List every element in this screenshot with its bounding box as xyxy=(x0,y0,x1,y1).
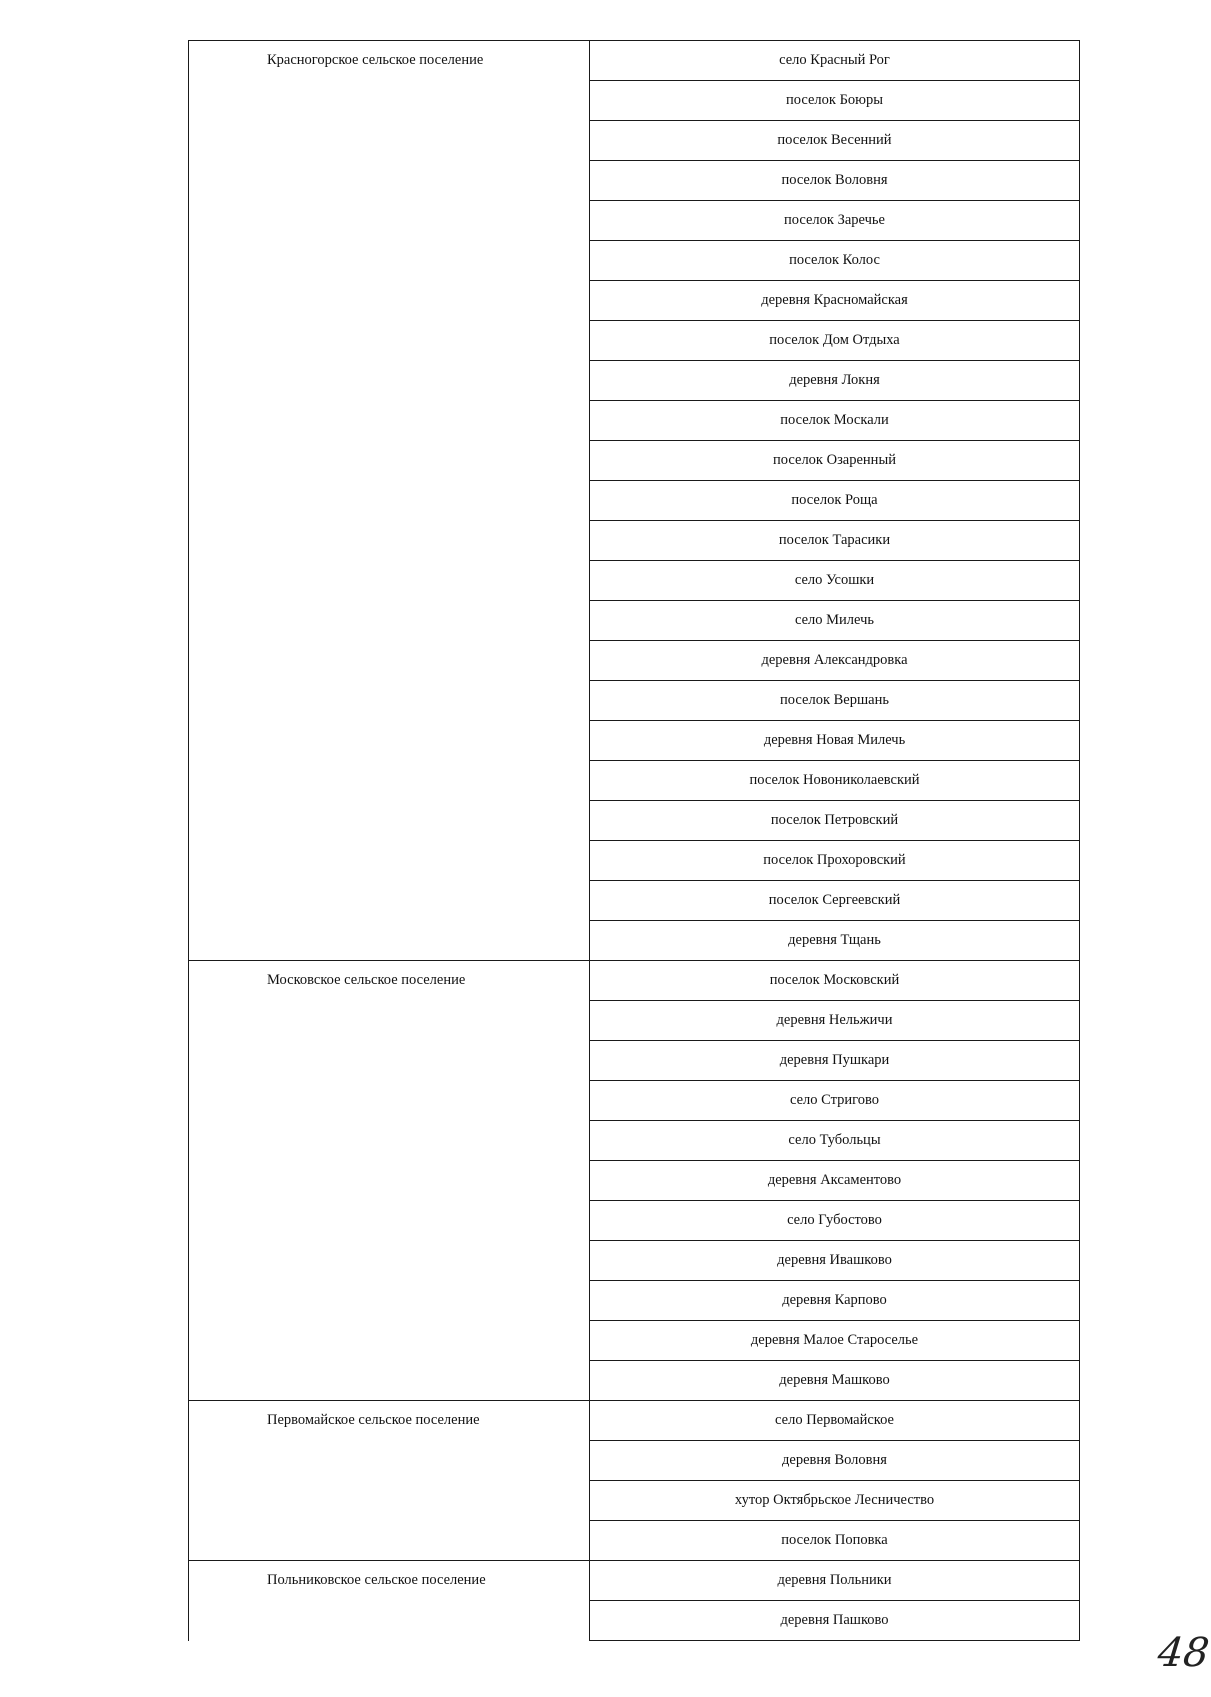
settlement-name: Первомайское сельское поселение xyxy=(267,1412,480,1428)
locality-cell: село Тубольцы xyxy=(590,1121,1080,1161)
settlement-name: Московское сельское поселение xyxy=(267,972,466,988)
locality-cell: хутор Октябрьское Лесничество xyxy=(590,1481,1080,1521)
table-row xyxy=(189,41,1080,81)
locality-cell: деревня Нельжичи xyxy=(590,1001,1080,1041)
locality-cell: деревня Аксаментово xyxy=(590,1161,1080,1201)
locality-cell: поселок Петровский xyxy=(590,801,1080,841)
settlements-table xyxy=(188,40,1080,1641)
locality-cell: деревня Польники xyxy=(590,1561,1080,1601)
locality-cell: деревня Красномайская xyxy=(590,281,1080,321)
table-row xyxy=(189,961,1080,1001)
locality-cell: село Стригово xyxy=(590,1081,1080,1121)
locality-cell: поселок Роща xyxy=(590,481,1080,521)
locality-cell: деревня Пашково xyxy=(590,1601,1080,1641)
locality-cell: деревня Александровка xyxy=(590,641,1080,681)
locality-cell: поселок Дом Отдыха xyxy=(590,321,1080,361)
handwritten-page-number: 48 xyxy=(1155,1630,1211,1676)
locality-cell: деревня Воловня xyxy=(590,1441,1080,1481)
settlement-name-cell xyxy=(189,1561,590,1641)
locality-cell: деревня Локня xyxy=(590,361,1080,401)
locality-cell: поселок Москали xyxy=(590,401,1080,441)
locality-cell: деревня Малое Староселье xyxy=(590,1321,1080,1361)
settlements-table-body xyxy=(189,41,1080,1641)
locality-cell: деревня Ивашково xyxy=(590,1241,1080,1281)
locality-cell: поселок Воловня xyxy=(590,161,1080,201)
settlement-name-cell xyxy=(189,41,590,961)
settlement-name: Польниковское сельское поселение xyxy=(267,1572,486,1588)
locality-cell: поселок Поповка xyxy=(590,1521,1080,1561)
locality-cell: поселок Сергеевский xyxy=(590,881,1080,921)
locality-cell: село Губостово xyxy=(590,1201,1080,1241)
locality-cell: деревня Карпово xyxy=(590,1281,1080,1321)
locality-cell: деревня Новая Милечь xyxy=(590,721,1080,761)
table-row xyxy=(189,1401,1080,1441)
settlement-name-cell xyxy=(189,1401,590,1561)
locality-cell: поселок Колос xyxy=(590,241,1080,281)
locality-cell: поселок Вершань xyxy=(590,681,1080,721)
locality-cell: деревня Машково xyxy=(590,1361,1080,1401)
locality-cell: поселок Тарасики xyxy=(590,521,1080,561)
locality-cell: село Милечь xyxy=(590,601,1080,641)
locality-cell: поселок Новониколаевский xyxy=(590,761,1080,801)
locality-cell: село Красный Рог xyxy=(590,41,1080,81)
locality-cell: поселок Весенний xyxy=(590,121,1080,161)
locality-cell: поселок Прохоровский xyxy=(590,841,1080,881)
locality-cell: село Первомайское xyxy=(590,1401,1080,1441)
settlement-name: Красногорское сельское поселение xyxy=(267,52,484,68)
locality-cell: село Усошки xyxy=(590,561,1080,601)
settlement-name-cell xyxy=(189,961,590,1401)
locality-cell: деревня Пушкари xyxy=(590,1041,1080,1081)
locality-cell: деревня Тщань xyxy=(590,921,1080,961)
table-row xyxy=(189,1561,1080,1601)
locality-cell: поселок Боюры xyxy=(590,81,1080,121)
locality-cell: поселок Заречье xyxy=(590,201,1080,241)
locality-cell: поселок Озаренный xyxy=(590,441,1080,481)
locality-cell: поселок Московский xyxy=(590,961,1080,1001)
